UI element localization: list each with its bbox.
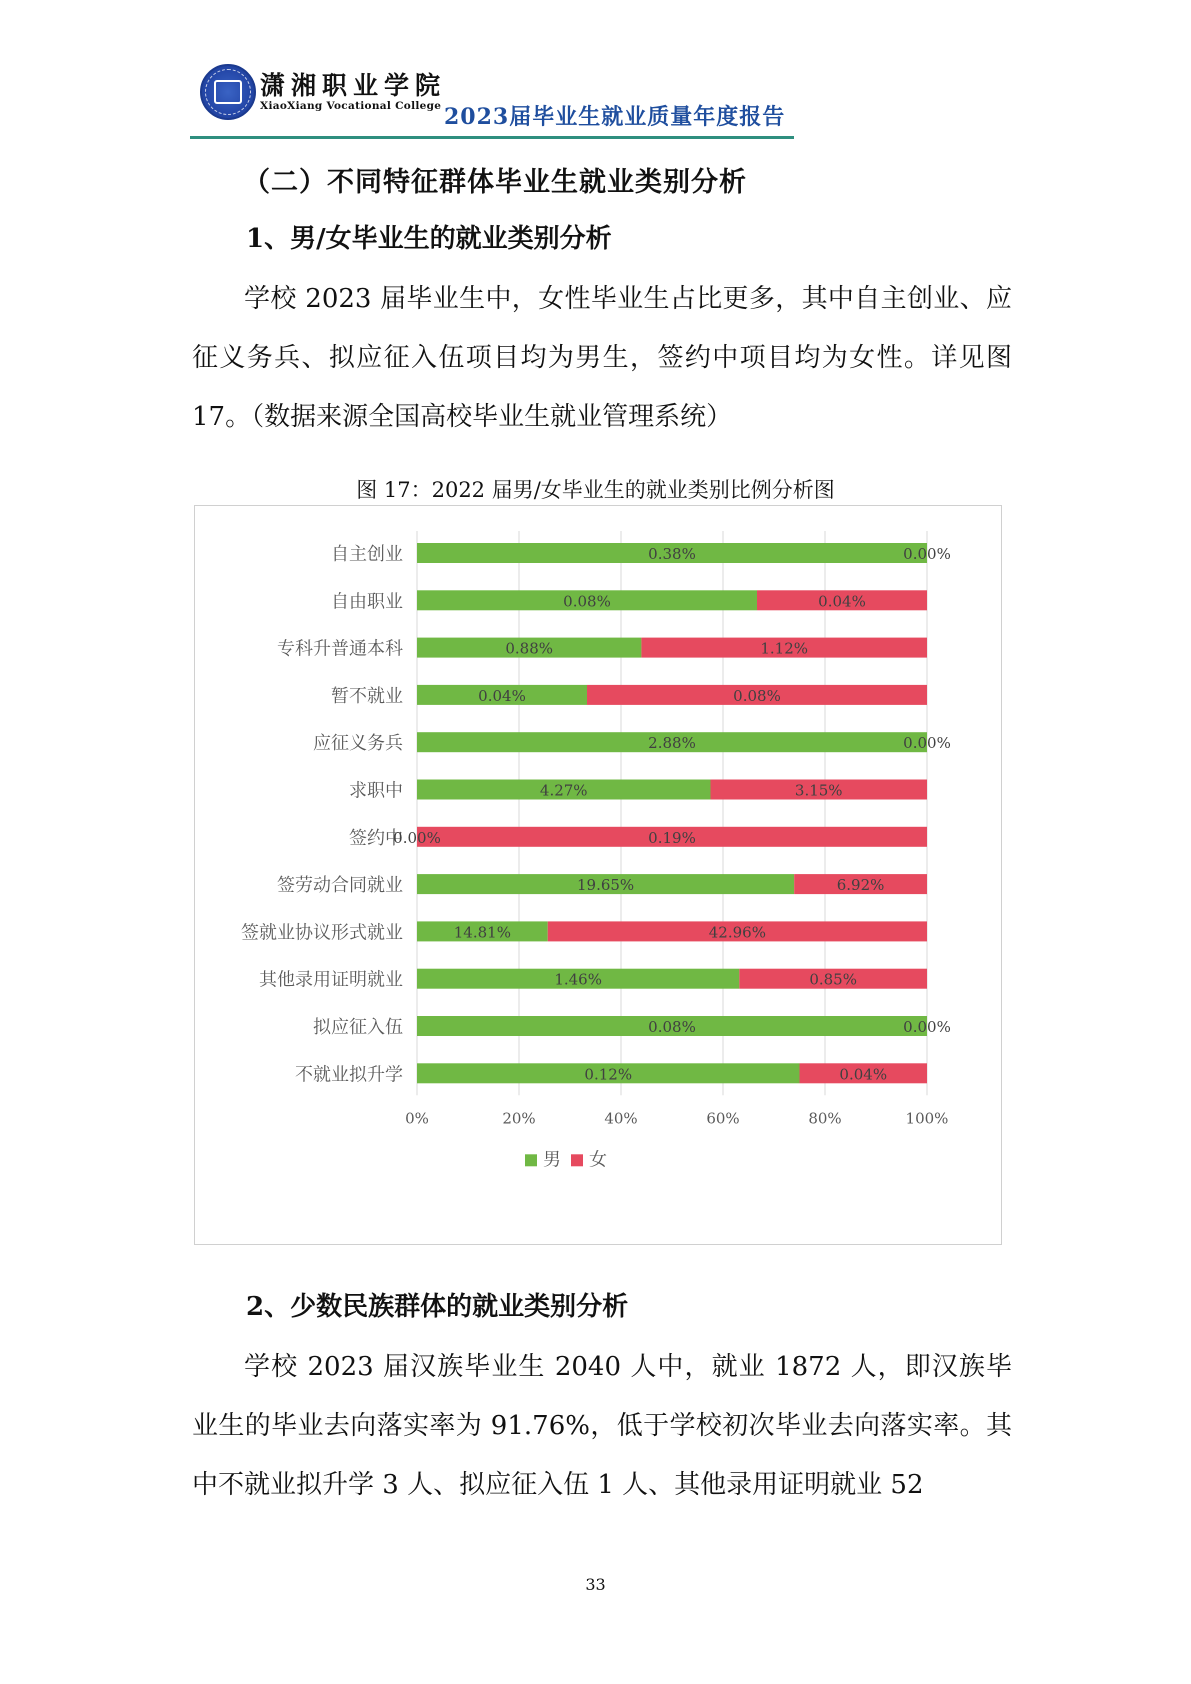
category-label: 不就业拟升学: [295, 1064, 403, 1086]
data-label-male: 0.88%: [505, 639, 554, 658]
stacked-bar-chart: [195, 506, 1001, 1244]
data-label-female: 0.04%: [818, 592, 866, 611]
data-label-male: 1.46%: [554, 970, 602, 989]
x-tick-label: 60%: [706, 1109, 740, 1128]
data-label-male: 2.88%: [648, 734, 696, 753]
paragraph-gender: 学校 2023 届毕业生中，女性毕业生占比更多，其中自主创业、应征义务兵、拟应征入伍项目均为男生，签约中项目均为女性。详见图 17。（数据来源全国高校毕业生就业管理系统）: [192, 284, 1012, 432]
chart-frame: [194, 505, 1002, 1245]
data-label-female: 1.12%: [760, 639, 809, 658]
paragraph-ethnic: 学校 2023 届汉族毕业生 2040 人中，就业 1872 人，即汉族毕业生的毕业去向落实率为 91.76%，低于学校初次毕业去向落实率。其中不就业拟升学 3 人、拟应征入伍 1 人、其他录用证明就业 52: [192, 1352, 1012, 1500]
category-label: 签劳动合同就业: [277, 875, 403, 897]
data-label-male: 0.04%: [478, 686, 526, 705]
data-label-female: 0.04%: [839, 1065, 888, 1084]
legend-swatch-female: [571, 1154, 583, 1166]
section-heading: （二）不同特征群体毕业生就业类别分析: [243, 167, 747, 198]
data-label-female: 0.08%: [733, 686, 781, 705]
legend-label-male: 男: [543, 1149, 561, 1171]
header-divider: [190, 136, 794, 139]
category-label: 暂不就业: [331, 685, 403, 707]
figure-caption: 图 17：2022 届男/女毕业生的就业类别比例分析图: [356, 478, 835, 502]
x-tick-label: 100%: [905, 1109, 949, 1128]
page-number: 33: [585, 1575, 606, 1594]
school-name-en: XiaoXiang Vocational College: [260, 100, 442, 112]
subsection-heading-ethnic: 2、少数民族群体的就业类别分析: [246, 1292, 629, 1322]
legend-label-female: 女: [589, 1149, 607, 1171]
page-header: [192, 60, 792, 140]
subsection-heading-gender: 1、男/女毕业生的就业类别分析: [246, 224, 612, 254]
category-label: 其他录用证明就业: [259, 969, 403, 991]
data-label-male: 4.27%: [539, 781, 588, 800]
data-label-male: 0.12%: [584, 1065, 633, 1084]
school-name-cn: 潇湘职业学院: [260, 71, 447, 100]
category-label: 拟应征入伍: [313, 1017, 403, 1038]
logo-emblem: [214, 80, 242, 104]
category-label: 自主创业: [331, 544, 403, 565]
data-label-male: 0.08%: [648, 1018, 696, 1036]
data-label-female: 42.96%: [708, 923, 766, 942]
data-label-male: 14.81%: [453, 923, 511, 942]
data-label-female: 0.00%: [903, 1018, 951, 1036]
category-label: 签就业协议形式就业: [241, 922, 403, 944]
x-tick-label: 20%: [502, 1109, 536, 1128]
data-label-female: 0.85%: [809, 970, 857, 989]
data-label-female: 0.00%: [903, 734, 951, 753]
data-label-female: 0.19%: [648, 828, 696, 847]
x-tick-label: 80%: [808, 1109, 842, 1128]
category-label: 应征义务兵: [313, 733, 403, 755]
x-tick-label: 40%: [604, 1109, 638, 1128]
report-title: 2023届毕业生就业质量年度报告: [444, 104, 786, 130]
data-label-male: 0.08%: [563, 592, 611, 611]
data-label-female: 0.00%: [903, 545, 951, 563]
category-label: 签约中: [349, 827, 403, 849]
category-label: 自由职业: [331, 591, 403, 613]
data-label-male: 0.38%: [648, 545, 696, 563]
category-label: 求职中: [349, 780, 403, 802]
data-label-female: 3.15%: [794, 781, 843, 800]
data-label-male: 19.65%: [576, 876, 635, 895]
x-tick-label: 0%: [405, 1109, 429, 1128]
legend-swatch-male: [525, 1154, 537, 1166]
category-label: 专科升普通本科: [277, 638, 403, 660]
school-logo-icon: [200, 64, 256, 120]
data-label-female: 6.92%: [836, 876, 885, 895]
data-label-male: 0.00%: [393, 828, 441, 847]
